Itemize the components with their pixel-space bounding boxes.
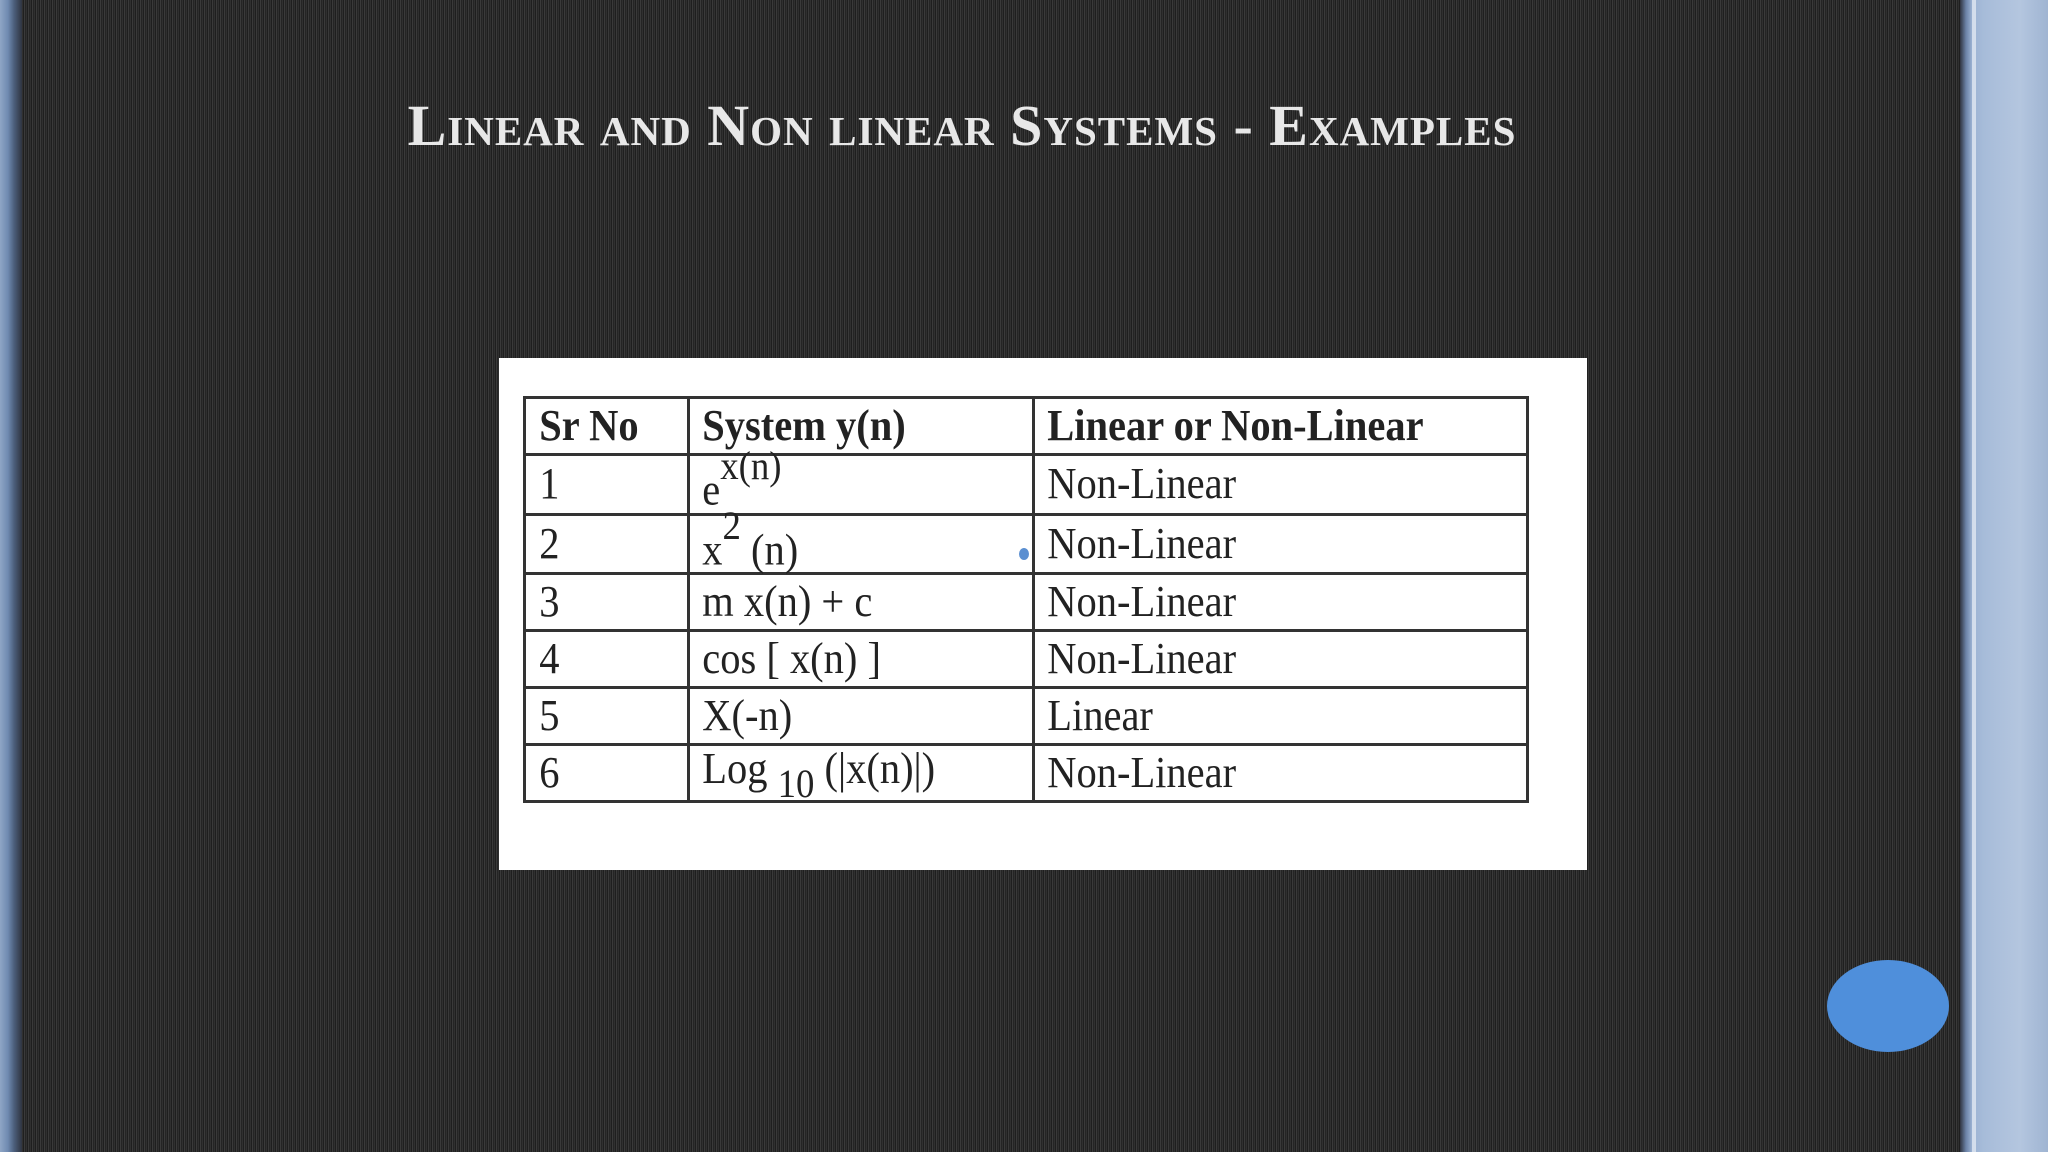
cell-system: cos [ x(n) ]: [688, 631, 1005, 688]
cell-type: Non-Linear: [1033, 574, 1488, 631]
header-linearity: Linear or Non-Linear: [1033, 398, 1488, 455]
nav-circle-button[interactable]: [1827, 960, 1949, 1052]
cell-type: Linear: [1033, 688, 1488, 745]
system-tail: (n): [740, 525, 799, 575]
slide-title: Linear and Non linear Systems - Examples: [407, 93, 1517, 158]
cell-type: Non-Linear: [1033, 514, 1488, 574]
cell-sr: 3: [525, 574, 676, 631]
system-superscript: 2: [722, 502, 741, 548]
cell-sr: 1: [525, 455, 676, 515]
table-row: [525, 688, 1528, 745]
systems-table: [523, 396, 1529, 806]
header-system: System y(n): [688, 398, 1005, 455]
table-header-row: [525, 398, 1528, 455]
table-row: [525, 514, 1528, 574]
system-base: x: [702, 525, 723, 575]
cursor-dot: [1019, 548, 1029, 560]
cell-type: Non-Linear: [1033, 631, 1488, 688]
system-base: e: [702, 465, 721, 515]
cell-system: [688, 502, 1005, 575]
cell-system: [688, 743, 1005, 806]
cell-sr: 4: [525, 631, 676, 688]
cell-sr: 5: [525, 688, 676, 745]
table-row: [525, 455, 1528, 515]
system-superscript: x(n): [720, 443, 782, 488]
header-sr-no: Sr No: [525, 398, 676, 455]
cell-sr: 6: [525, 745, 676, 802]
cell-type: Non-Linear: [1033, 745, 1488, 802]
right-border-line: [1972, 0, 1976, 1152]
system-subscript: 10: [777, 760, 815, 806]
cell-system: m x(n) + c: [688, 574, 1005, 631]
table-row: [525, 631, 1528, 688]
system-abs: (|x(n)|): [814, 743, 936, 793]
table-row: [525, 574, 1528, 631]
table-row: [525, 745, 1528, 802]
left-border-decoration: [0, 0, 22, 1152]
cell-type: Non-Linear: [1033, 455, 1488, 515]
cell-system: X(-n): [688, 688, 1005, 745]
table-image-card: [499, 358, 1587, 870]
cell-sr: 2: [525, 514, 676, 574]
system-log: Log: [702, 743, 778, 793]
